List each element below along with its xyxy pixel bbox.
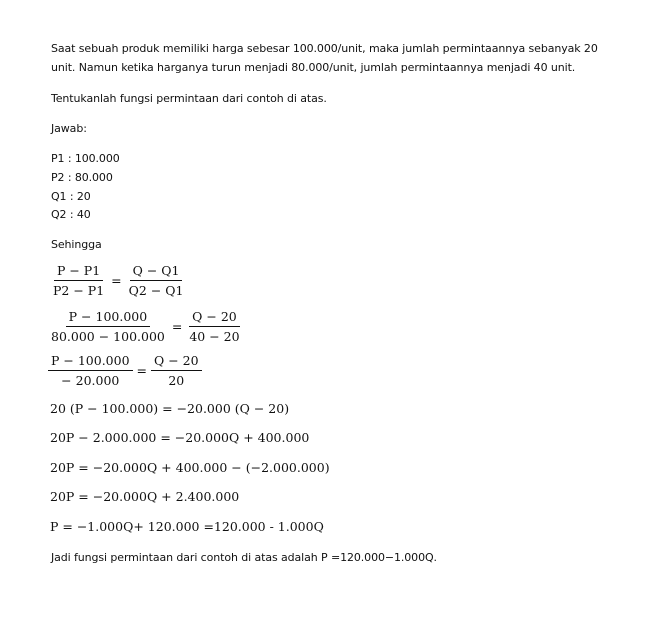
fraction-equation-1 <box>50 263 186 298</box>
denominator: 40 − 20 <box>189 329 240 344</box>
given-q1: Q1 : 20 <box>51 190 91 203</box>
equation-line-5: P = −1.000Q+ 120.000 =120.000 - 1.000Q <box>50 519 324 534</box>
so-label: Sehingga <box>51 238 102 251</box>
equation-line-3: 20P = −20.000Q + 400.000 − (−2.000.000) <box>50 460 330 475</box>
given-q2: Q2 : 40 <box>51 208 91 221</box>
equals-sign: = <box>136 363 148 378</box>
denominator: P2 − P1 <box>53 283 105 298</box>
given-p1: P1 : 100.000 <box>51 152 120 165</box>
numerator: Q − Q1 <box>130 263 183 281</box>
conclusion-text: Jadi fungsi permintaan dari contoh di atas adalah P =120.000−1.000Q. <box>51 551 437 564</box>
numerator: Q − 20 <box>151 353 202 371</box>
equation-line-1: 20 (P − 100.000) = −20.000 (Q − 20) <box>50 401 290 416</box>
answer-label: Jawab: <box>51 122 87 135</box>
denominator: 20 <box>168 373 185 388</box>
intro-line-2: unit. Namun ketika harganya turun menjadi 80.000/unit, jumlah permintaannya menjadi 40 unit. <box>51 61 576 74</box>
given-p2: P2 : 80.000 <box>51 171 113 184</box>
fraction-right <box>151 353 202 388</box>
numerator: P − 100.000 <box>66 309 151 327</box>
intro-line-1: Saat sebuah produk memiliki harga sebesar 100.000/unit, maka jumlah permintaannya sebanyak 20 <box>51 42 598 55</box>
numerator: Q − 20 <box>189 309 240 327</box>
numerator: P − P1 <box>54 263 103 281</box>
fraction-equation-3 <box>48 353 202 388</box>
denominator: 80.000 − 100.000 <box>51 329 165 344</box>
fraction-equation-2 <box>48 309 243 344</box>
fraction-left <box>48 309 168 344</box>
fraction-left <box>50 263 107 298</box>
fraction-right <box>126 263 187 298</box>
equation-line-4: 20P = −20.000Q + 2.400.000 <box>50 489 240 504</box>
denominator: Q2 − Q1 <box>128 283 184 298</box>
fraction-right <box>186 309 242 344</box>
question-text: Tentukanlah fungsi permintaan dari contoh di atas. <box>51 92 327 105</box>
equals-sign: = <box>171 319 183 334</box>
fraction-left <box>48 353 133 388</box>
numerator: P − 100.000 <box>48 353 133 371</box>
equation-line-2: 20P − 2.000.000 = −20.000Q + 400.000 <box>50 430 310 445</box>
denominator: − 20.000 <box>61 373 120 388</box>
equals-sign: = <box>111 273 122 288</box>
